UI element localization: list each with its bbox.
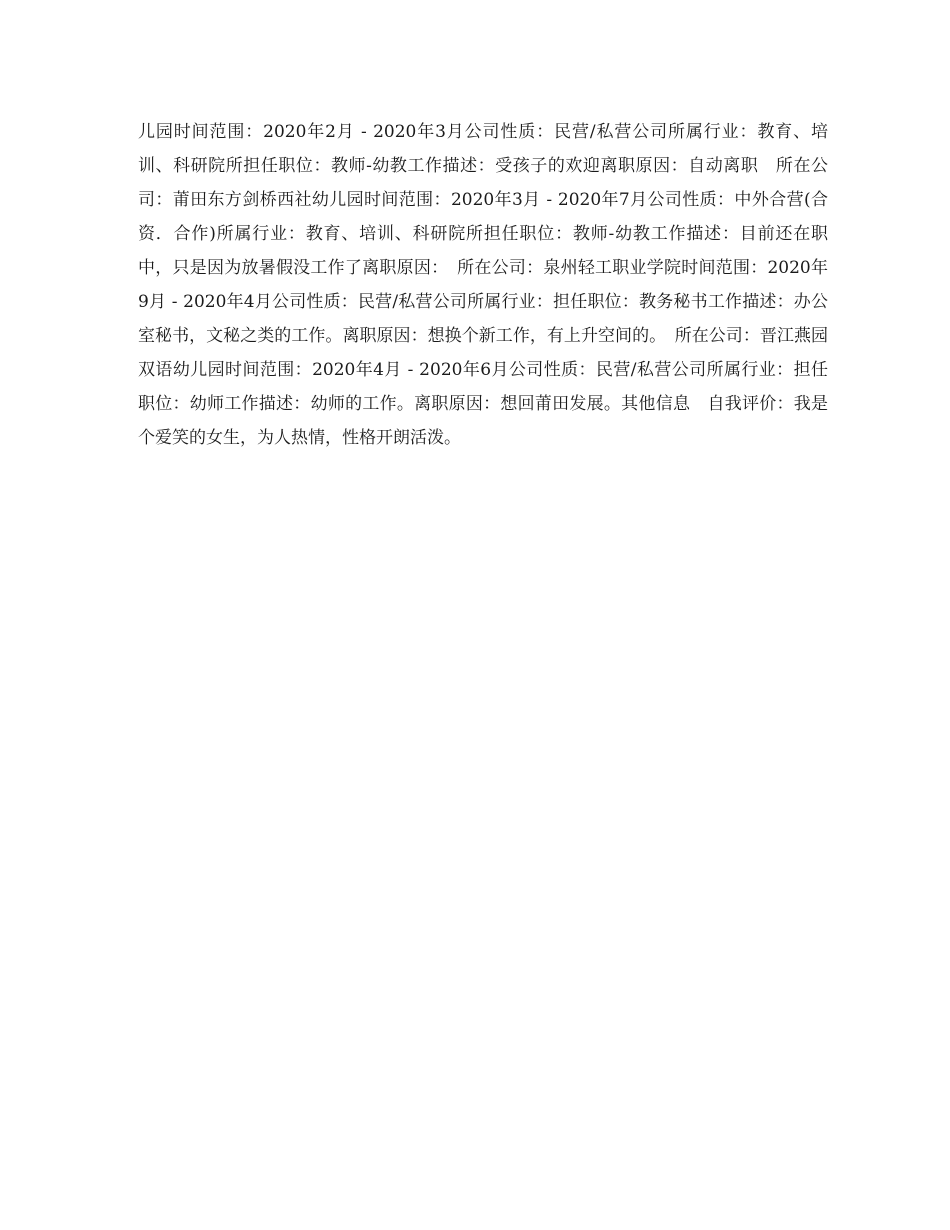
resume-body-paragraph: 儿园时间范围：2020年2月 - 2020年3月公司性质：民营/私营公司所属行业：教育、培训、科研院所担任职位：教师-幼教工作描述：受孩子的欢迎离职原因：自动离职 所在公司：莆田东方剑桥西社幼儿园时间范围：2020年3月 - 2020年7月公司性质：中外合营(合资．合作)所属行业：教育、培训、科研院所担任职位：教师-幼教工作描述：目前还在职中，只是因为放暑假没工作了离职原因： 所在公司：泉州轻工职业学院时间范围：2020年9月 - 2020年4月公司性质：民营/私营公司所属行业：担任职位：教务秘书工作描述：办公室秘书，文秘之类的工作。离职原因：想换个新工作，有上升空间的。 所在公司：晋江燕园双语幼儿园时间范围：2020年4月 - 2020年6月公司性质：民营/私营公司所属行业：担任职位：幼师工作描述：幼师的工作。离职原因：想回莆田发展。其他信息 自我评价：我是个爱笑的女生，为人热情，性格开朗活泼。 [138, 122, 828, 448]
